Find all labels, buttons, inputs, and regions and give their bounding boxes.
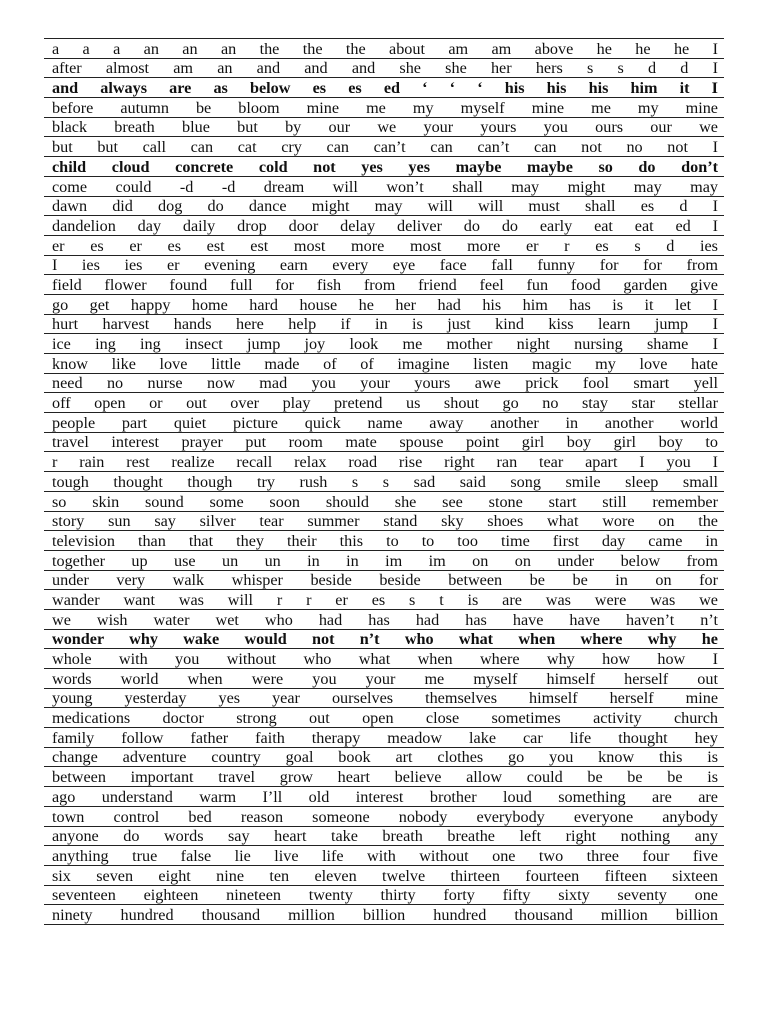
word-row (44, 433, 724, 453)
word-row (44, 315, 724, 335)
word-row (44, 708, 724, 728)
word-row-text: whole with you without who what when where why how how I (52, 650, 718, 668)
word-row-text: young yesterday yes year ourselves themselves himself herself mine (52, 689, 718, 708)
word-row (44, 59, 724, 79)
word-row-text: hurt harvest hands here help if in is just kind kiss learn jump I (52, 315, 718, 334)
word-row-text: we wish water wet who had has had has have have haven’t n’t (52, 610, 718, 629)
word-row-text: six seven eight nine ten eleven twelve thirteen fourteen fifteen sixteen (52, 866, 718, 885)
word-row (44, 472, 724, 492)
word-row (44, 571, 724, 591)
word-row-text: words world when were you your me myself himself herself out (52, 669, 718, 688)
word-row-text: people part quiet picture quick name away another in another world (52, 413, 718, 432)
word-row (44, 630, 724, 650)
word-row-text: anyone do words say heart take breath breathe left right nothing any (52, 827, 718, 846)
word-row (44, 590, 724, 610)
word-row (44, 728, 724, 748)
word-row (44, 787, 724, 807)
word-row (44, 669, 724, 689)
word-row-text: travel interest prayer put room mate spouse point girl boy girl boy to (52, 433, 718, 452)
word-row (44, 886, 724, 906)
word-row (44, 78, 724, 98)
word-row-text: wander want was will r r er es s t is are was were was we (52, 590, 718, 609)
word-row-text: family follow father faith therapy meadow lake car life thought hey (52, 728, 718, 747)
word-row-text: between important travel grow heart believe allow could be be be is (52, 768, 718, 787)
word-row-text: field flower found full for fish from friend feel fun food garden give (52, 275, 718, 294)
word-row (44, 492, 724, 512)
word-row (44, 137, 724, 157)
word-row-text: ago understand warm I’ll old interest brother loud something are are (52, 787, 718, 806)
word-row-text: town control bed reason someone nobody everybody everyone anybody (52, 807, 718, 826)
word-row (44, 551, 724, 571)
word-row (44, 413, 724, 433)
word-row-text: need no nurse now mad you your yours awe prick fool smart yell (52, 374, 718, 393)
word-row-text: change adventure country goal book art clothes go you know this is (52, 748, 718, 767)
word-row-text: and always are as below es es ed ‘ ‘ ‘ his his his him it I (52, 79, 718, 98)
word-row-text: medications doctor strong out open close sometimes activity church (52, 709, 718, 728)
word-row (44, 846, 724, 866)
word-row (44, 827, 724, 847)
word-row (44, 216, 724, 236)
word-row-text: anything true false lie live life with without one two three four five (52, 846, 718, 865)
word-row-text: tough thought though try rush s s sad said song smile sleep small (52, 472, 718, 491)
word-row (44, 649, 724, 669)
word-row-text: story sun say silver tear summer stand sky shoes what wore on the (52, 512, 718, 531)
word-row-text: I ies ies er evening earn every eye face fall funny for for from (52, 256, 718, 275)
word-row-text: ice ing ing insect jump joy look me mother night nursing shame I (52, 335, 718, 353)
word-row (44, 157, 724, 177)
word-row-text: before autumn be bloom mine me my myself mine me my mine (52, 98, 718, 117)
word-row-text: television than that they their this to to too time first day came in (52, 531, 718, 550)
word-row-text: come could -d -d dream will won’t shall may might may may (52, 177, 718, 196)
word-row-text: off open or out over play pretend us shout go no stay star stellar (52, 394, 718, 413)
word-row-text: a a a an an an the the the about am am above he he he I (52, 39, 718, 58)
word-row (44, 748, 724, 768)
word-row (44, 393, 724, 413)
word-row (44, 275, 724, 295)
word-row (44, 354, 724, 374)
word-row-text: under very walk whisper beside beside between be be in on for (52, 571, 718, 590)
word-row (44, 452, 724, 472)
word-row (44, 256, 724, 276)
word-row-text: so skin sound some soon should she see stone start still remember (52, 492, 718, 511)
word-row (44, 610, 724, 630)
word-row-text: go get happy home hard house he her had his him has is it let I (52, 295, 718, 314)
word-row (44, 374, 724, 394)
word-row (44, 39, 724, 59)
word-row-text: dandelion day daily drop door delay deliver do do early eat eat ed I (52, 216, 718, 235)
word-row-text: wonder why wake would not n’t who what when where why he (52, 630, 718, 649)
word-row (44, 118, 724, 138)
word-row (44, 689, 724, 709)
word-row (44, 236, 724, 256)
word-row (44, 512, 724, 532)
word-row (44, 531, 724, 551)
word-row (44, 767, 724, 787)
word-row (44, 98, 724, 118)
word-row-text: together up use un un in in im im on on under below from (52, 551, 718, 570)
word-row-text: after almost am an and and and she she her hers s s d d I (52, 59, 718, 78)
word-row (44, 807, 724, 827)
word-row-text: er es er es est est most more most more er r es s d ies (52, 236, 718, 255)
word-list-sheet (44, 38, 724, 925)
word-row (44, 866, 724, 886)
word-row (44, 905, 724, 925)
word-row (44, 177, 724, 197)
word-row-text: seventeen eighteen nineteen twenty thirty forty fifty sixty seventy one (52, 886, 718, 905)
word-row (44, 197, 724, 217)
word-row-text: child cloud concrete cold not yes yes maybe maybe so do don’t (52, 157, 718, 176)
word-row (44, 295, 724, 315)
word-row-text: know like love little made of of imagine listen magic my love hate (52, 354, 718, 373)
word-row (44, 334, 724, 354)
word-row-text: dawn did dog do dance might may will will must shall es d I (52, 197, 718, 216)
word-row-text: black breath blue but by our we your yours you ours our we (52, 118, 718, 137)
word-row-text: r rain rest realize recall relax road rise right ran tear apart I you I (52, 453, 718, 472)
word-row-text: but but call can cat cry can can’t can can’t can not no not I (52, 138, 718, 157)
word-row-text: ninety hundred thousand million billion hundred thousand million billion (52, 905, 718, 924)
